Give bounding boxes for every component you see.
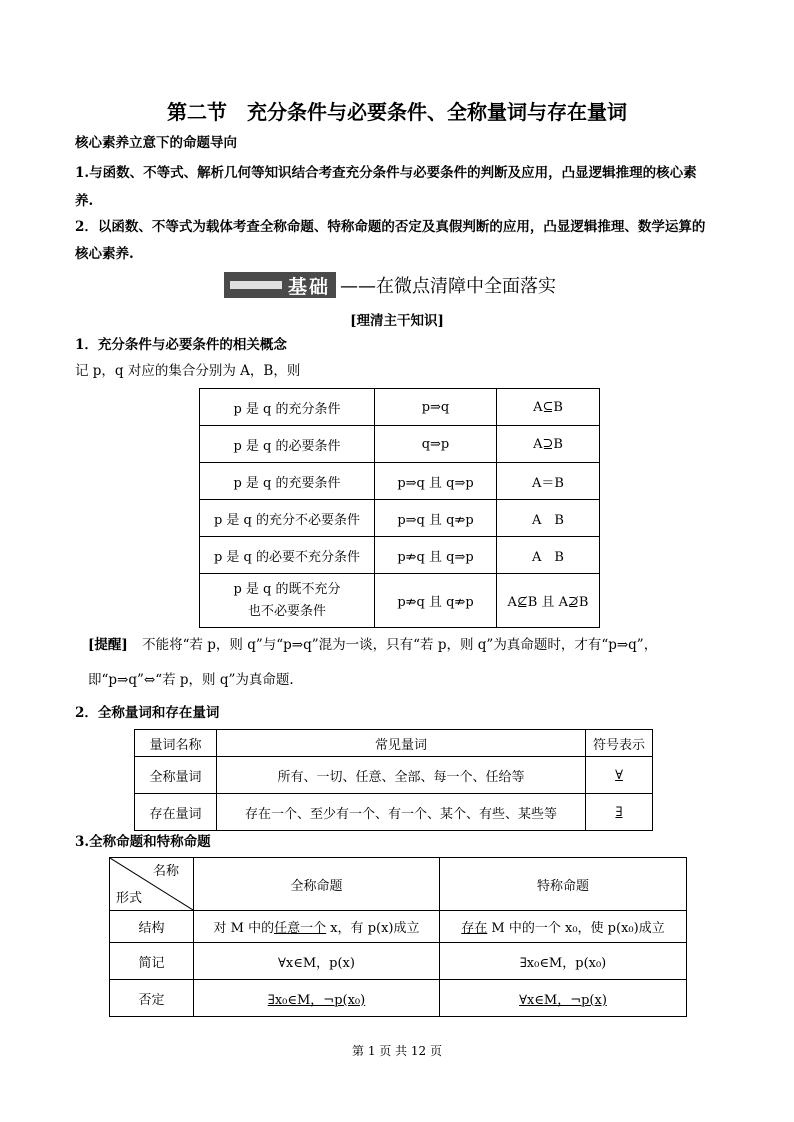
page-title: 第二节 充分条件与必要条件、全称量词与存在量词 (167, 100, 627, 124)
forall-symbol: ∀ (586, 757, 653, 794)
table-row (200, 500, 600, 537)
banner-box (224, 272, 336, 298)
diagonal-name-label: 名称 (152, 864, 179, 879)
table-cell: ∀x∈M，p(x) (194, 943, 440, 980)
table-cell: p 是 q 的充分不必要条件 (200, 500, 375, 537)
table-cell: A B (497, 537, 600, 574)
page-footer: 第 1 页 共 12 页 (352, 1044, 442, 1058)
diagonal-header (110, 858, 193, 910)
table-row (135, 794, 653, 831)
table-cell: A⊇B (497, 426, 600, 463)
table-header: 特称命题 (440, 858, 687, 911)
core-item1-line2: 养. (75, 193, 94, 209)
table-cell: p⇏q 且 q⇒p (375, 537, 497, 574)
table-row (200, 463, 600, 500)
table-cell: A＝B (497, 463, 600, 500)
tip-text: 不能将“若 p，则 q”与“p⇒q”混为一谈，只有“若 p，则 q”为真命题时，才有“p⇒q”， (142, 637, 658, 653)
table-row (200, 537, 600, 574)
table-cell: A B (497, 500, 600, 537)
table-cell: 存在量词 (135, 794, 217, 831)
table-cell: p 是 q 的充要条件 (200, 463, 375, 500)
underlined-text: 存在 (461, 921, 488, 936)
text-part: x，有 p(x)成立 (326, 921, 420, 936)
table-cell: ∃x₀∈M，p(x₀) (440, 943, 687, 980)
underlined-text: 任意一个 (274, 921, 327, 936)
table-cell: p 是 q 的充分条件 (200, 389, 375, 426)
table-cell: 存在一个、至少有一个、有一个、某个、有些、某些等 (217, 794, 586, 831)
banner-bar (230, 281, 282, 289)
core-item2-line2: 核心素养. (75, 246, 134, 262)
table-cell: 所有、一切、任意、全部、每一个、任给等 (217, 757, 586, 794)
table-cell: p⇒q 且 q⇏p (375, 500, 497, 537)
table-header: 全称命题 (194, 858, 440, 911)
s1-heading: 1．充分条件与必要条件的相关概念 (75, 337, 287, 353)
text-part: M 中的一个 x₀，使 p(x₀)成立 (487, 921, 665, 936)
table-cell: ∃x₀∈M，¬p(x₀) (194, 980, 440, 1017)
s3-heading: 3.全称命题和特称命题 (75, 834, 211, 850)
table-row (110, 943, 687, 980)
table-row (110, 911, 687, 943)
table-row (200, 426, 600, 463)
table-row (135, 757, 653, 794)
tip-label: [提醒] (88, 637, 128, 653)
table-cell: p⇒q 且 q⇒p (375, 463, 497, 500)
cell-line: p 是 q 的既不充分 (233, 581, 341, 597)
table-cell: 全称量词 (135, 757, 217, 794)
table-cell: A⊈B 且 A⊉B (497, 574, 600, 628)
table-row (135, 730, 653, 757)
banner-word: 基础 (288, 275, 331, 298)
table-row (110, 980, 687, 1017)
s2-table (134, 729, 653, 831)
table-row (200, 389, 600, 426)
table-row (110, 858, 687, 911)
text-part: 对 M 中的 (213, 921, 275, 936)
table-cell: A⊆B (497, 389, 600, 426)
core-item2-line1: 2．以函数、不等式为载体考查全称命题、特称命题的否定及真假判断的应用，凸显逻辑推理、数学运算的 (75, 219, 706, 235)
table-cell (194, 911, 440, 943)
table-cell (440, 911, 687, 943)
table-cell: q⇒p (375, 426, 497, 463)
tip-line1 (88, 636, 657, 654)
table-row (200, 574, 600, 628)
table-header: 量词名称 (135, 730, 217, 757)
s2-heading: 2．全称量词和存在量词 (75, 705, 220, 721)
diagonal-form-label: 形式 (116, 891, 143, 906)
diagonal-header-cell (110, 858, 194, 911)
section-banner (224, 272, 556, 298)
table-cell: 否定 (110, 980, 194, 1017)
s1-intro: 记 p，q 对应的集合分别为 A，B，则 (75, 363, 301, 379)
table-header: 常见量词 (217, 730, 586, 757)
core-item1-line1: 1.与函数、不等式、解析几何等知识结合考查充分条件与必要条件的判断及应用，凸显逻辑推理的核心素 (75, 165, 697, 181)
tip-line2: 即“p⇒q”⇔“若 p，则 q”为真命题. (88, 672, 294, 688)
table-cell: 简记 (110, 943, 194, 980)
exists-symbol: ∃ (586, 794, 653, 831)
table-cell: 结构 (110, 911, 194, 943)
table-cell: p 是 q 的必要条件 (200, 426, 375, 463)
section-label: [理清主干知识] (350, 313, 444, 329)
table-header: 符号表示 (586, 730, 653, 757)
table-cell: p 是 q 的必要不充分条件 (200, 537, 375, 574)
s3-table (109, 857, 687, 1017)
core-heading: 核心素养立意下的命题导向 (75, 135, 237, 151)
cell-line: 也不必要条件 (247, 603, 326, 619)
table-cell: ∀x∈M，¬p(x) (440, 980, 687, 1017)
table-cell: p⇒q (375, 389, 497, 426)
s1-table (199, 388, 600, 628)
table-cell (200, 574, 375, 628)
banner-subtitle: ——在微点清障中全面落实 (340, 276, 557, 297)
table-cell: p⇏q 且 q⇏p (375, 574, 497, 628)
